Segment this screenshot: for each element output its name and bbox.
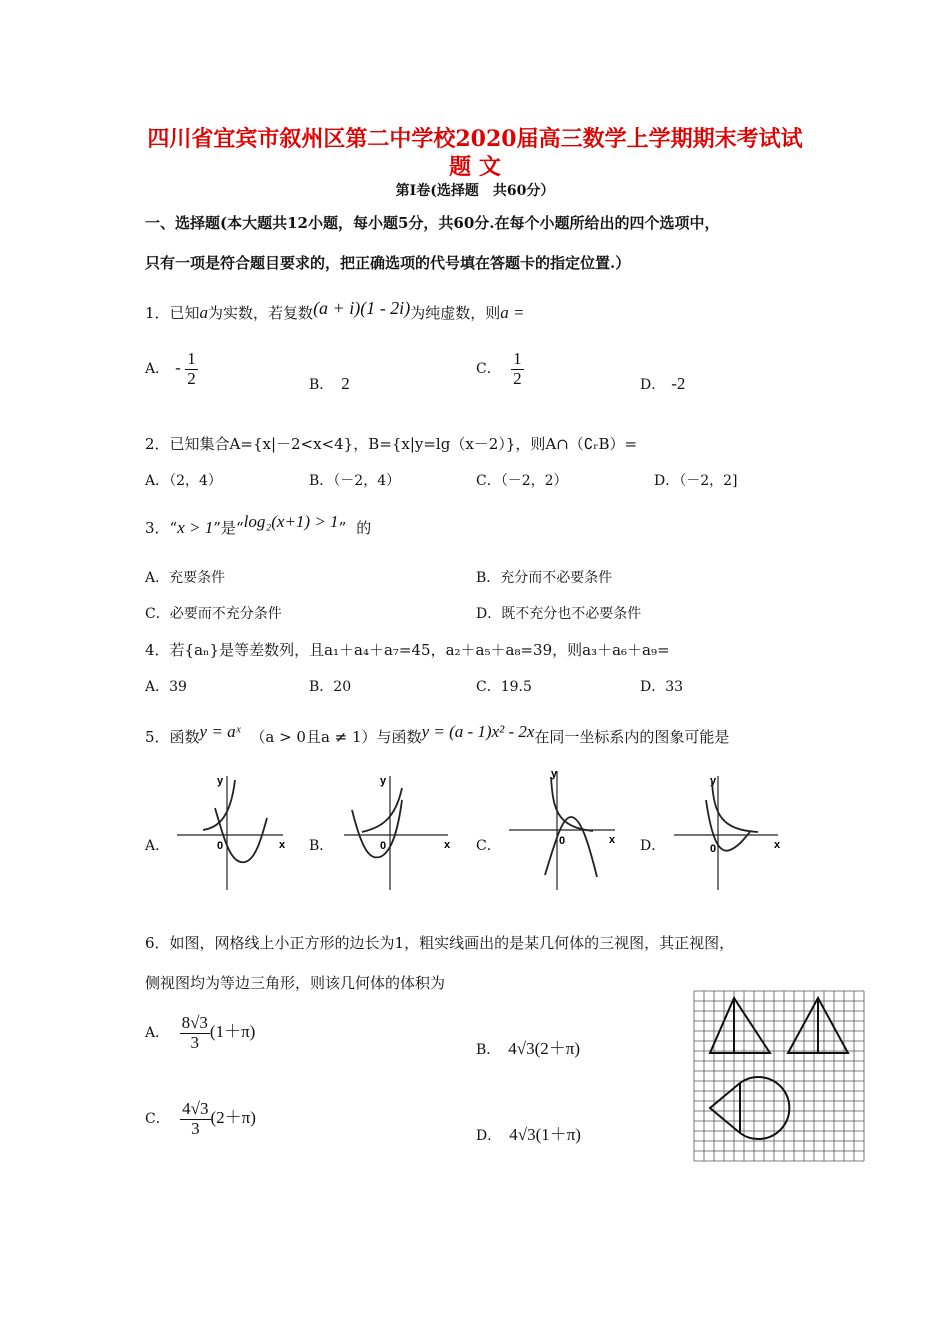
section-header: 第I卷(选择题 共60分） [395, 183, 555, 199]
question-4-option-c[interactable]: C．19.5 [476, 679, 532, 695]
question-2-option-c[interactable]: C．（－2，2） [476, 473, 568, 489]
question-5-option-d[interactable]: D． [640, 838, 666, 854]
y-axis-label: y [380, 775, 387, 787]
question-2-stem: 2．已知集合A={x|－2<x<4}，B={x|y=lg（x－2）}，则A∩（∁ᵣB）= [145, 435, 638, 453]
question-4-option-a[interactable]: A．39 [145, 679, 187, 695]
question-6-option-b[interactable]: B． 4√3(2＋π) [476, 1039, 581, 1058]
question-1-option-b[interactable]: B． 2 [309, 374, 350, 393]
question-1-option-a[interactable]: A． - $\frac{1}{2}$ [145, 349, 196, 388]
question-5-stem: 5．函数y = aˣ （a > 0且a ≠ 1）与函数y = (a - 1)x² - 2x在同一坐标系内的图象可能是 [145, 722, 730, 746]
graph-d[interactable] [670, 770, 785, 895]
question-3-option-d[interactable]: D．既不充分也不必要条件 [476, 606, 642, 622]
page-title: 四川省宜宾市叙州区第二中学校2020届高三数学上学期期末考试试 [147, 126, 803, 152]
question-5-option-a[interactable]: A． [145, 838, 170, 854]
question-6-stem-continued: 侧视图均为等边三角形，则该几何体的体积为 [145, 974, 446, 992]
question-3-option-b[interactable]: B．充分而不必要条件 [476, 570, 613, 586]
question-1-option-c[interactable]: C． $\frac{1}{2}$ [476, 349, 522, 388]
question-6-option-a[interactable]: A． $\frac{8√3}{3}$ (1＋π) [145, 1013, 256, 1052]
question-2-option-d[interactable]: D．（－2，2] [654, 473, 738, 489]
question-4-option-b[interactable]: B．20 [309, 679, 352, 695]
y-axis-label: y [217, 775, 224, 787]
question-3-option-c[interactable]: C．必要而不充分条件 [145, 606, 282, 622]
instructions-continued: 只有一项是符合题目要求的，把正确选项的代号填在答题卡的指定位置.） [145, 254, 631, 272]
question-6-option-c[interactable]: C． $\frac{4√3}{3}$ (2＋π) [145, 1099, 256, 1138]
y-axis-label: y [551, 768, 558, 780]
grid-lines [694, 991, 864, 1161]
question-3-stem: 3．“x > 1”是“log₂(x+1) > 1” 的 [145, 512, 372, 537]
exponential-curve [362, 788, 402, 832]
origin-label: 0 [217, 840, 224, 852]
top-view-shape [710, 1077, 789, 1139]
page-title-continued: 题 文 [449, 154, 501, 180]
x-axis-label: x [609, 834, 616, 846]
question-2-option-b[interactable]: B．（－2，4） [309, 473, 401, 489]
question-1-stem: 1．已知a为实数，若复数(a + i)(1 - 2i)为纯虚数，则a = [145, 298, 525, 322]
origin-label: 0 [710, 843, 717, 855]
exponential-curve [712, 782, 758, 832]
x-axis-label: x [279, 839, 286, 851]
question-1-option-d[interactable]: D． -2 [640, 374, 686, 393]
origin-label: 0 [380, 840, 387, 852]
question-3-option-a[interactable]: A．充要条件 [145, 570, 226, 586]
x-axis-label: x [444, 839, 451, 851]
three-view-figure [693, 990, 865, 1162]
question-5-option-b[interactable]: B． [309, 838, 334, 854]
instructions: 一、选择题(本大题共12小题，每小题5分，共60分.在每个小题所给出的四个选项中， [145, 214, 720, 232]
question-6-stem: 6．如图，网格线上小正方形的边长为1，粗实线画出的是某几何体的三视图，其正视图， [145, 934, 735, 952]
y-axis-label: y [710, 775, 717, 787]
origin-label: 0 [559, 835, 566, 847]
question-6-option-d[interactable]: D． 4√3(1＋π) [476, 1125, 581, 1144]
graph-a[interactable] [175, 770, 290, 895]
question-2-option-a[interactable]: A．（2，4） [145, 473, 222, 489]
question-4-option-d[interactable]: D．33 [640, 679, 684, 695]
front-view-triangle [710, 998, 770, 1053]
graph-b[interactable] [340, 770, 455, 895]
graph-c[interactable] [505, 765, 620, 895]
question-4-stem: 4．若{aₙ}是等差数列，且a₁＋a₄＋a₇=45，a₂＋a₅＋a₈=39，则a₃＋a₆＋a₉= [145, 641, 670, 659]
question-5-option-c[interactable]: C． [476, 838, 501, 854]
x-axis-label: x [774, 839, 781, 851]
